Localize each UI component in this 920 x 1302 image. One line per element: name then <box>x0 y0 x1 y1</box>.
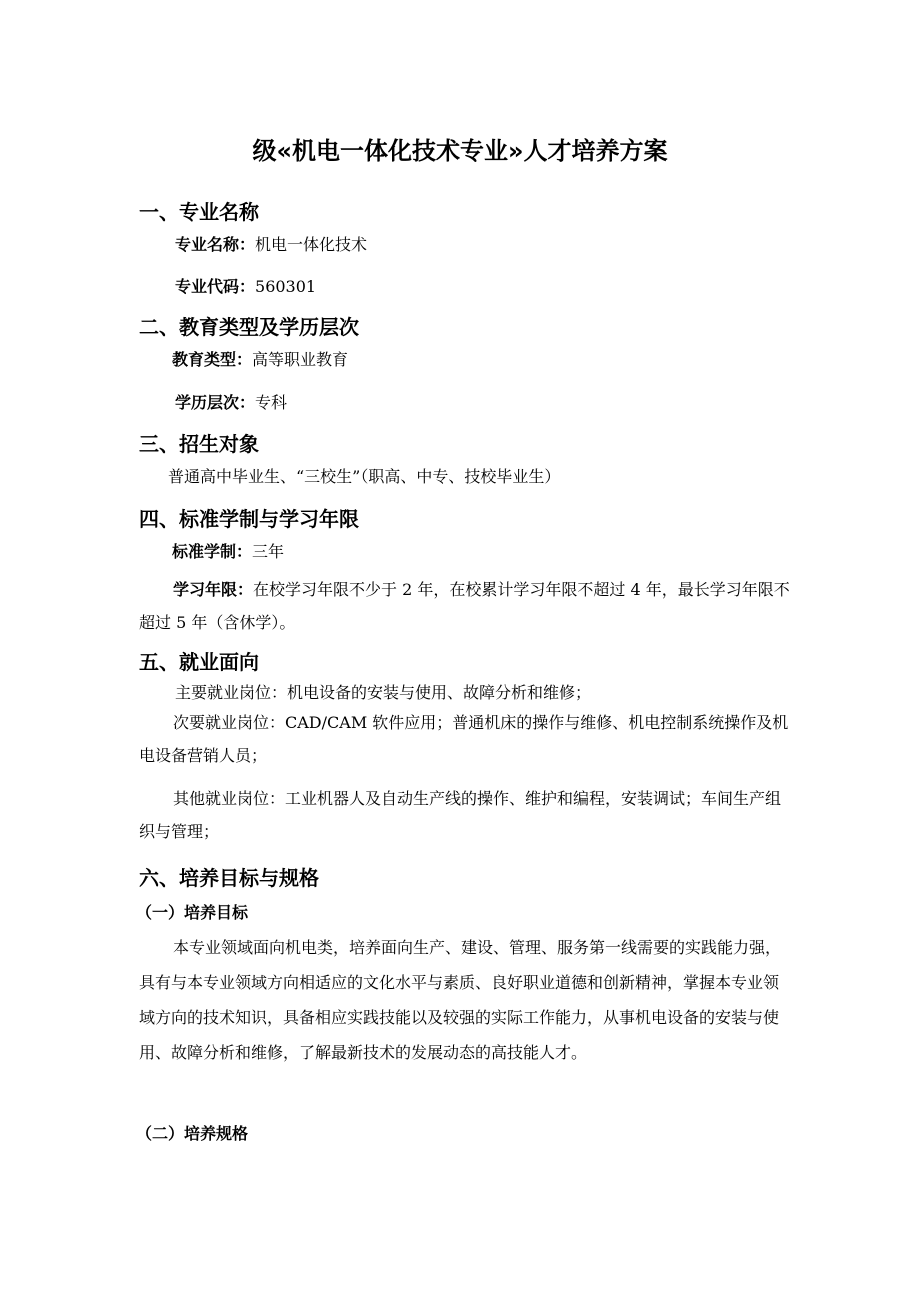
other-jobs-text: 其他就业岗位：工业机器人及自动生产线的操作、维护和编程，安装调试；车间生产组织与管理； <box>139 789 782 841</box>
education-level-label: 学历层次： <box>175 393 256 412</box>
subheading-training-goal: （一）培养目标 <box>136 903 249 922</box>
section-heading-education-type: 二、教育类型及学历层次 <box>139 315 359 339</box>
training-goal-text: 本专业领域面向机电类，培养面向生产、建设、管理、服务第一线需要的实践能力强，具有与本专业领域方向相适应的文化水平与素质、良好职业道德和创新精神，掌握本专业领域方向的技术知识，具备相应实践技能以及较强的实际工作能力，从事机电设备的安装与使用、故障分析和维修，了解最新技术的发展动态的高技能人才。 <box>139 938 782 1062</box>
standard-system-value: 三年 <box>252 542 285 561</box>
section-heading-enrollment: 三、招生对象 <box>139 432 259 456</box>
standard-system-line <box>172 539 284 562</box>
major-code-label: 专业代码： <box>175 277 256 296</box>
section-heading-employment: 五、就业面向 <box>139 650 259 674</box>
secondary-jobs-text: 次要就业岗位：CAD/CAM 软件应用；普通机床的操作与维修、机电控制系统操作及机电设备营销人员； <box>139 713 789 765</box>
main-jobs-text: 主要就业岗位：机电设备的安装与使用、故障分析和维修； <box>175 683 592 702</box>
education-type-label: 教育类型： <box>172 350 253 369</box>
education-level-value: 专科 <box>255 393 288 412</box>
education-type-line <box>172 347 348 370</box>
training-goal-paragraph <box>139 930 791 1070</box>
section-heading-major-name: 一、专业名称 <box>139 200 259 224</box>
major-code-line <box>175 274 316 297</box>
major-name-value: 机电一体化技术 <box>255 235 368 254</box>
major-name-line <box>175 232 367 255</box>
study-years-value: 在校学习年限不少于 2 年，在校累计学习年限不超过 4 年，最长学习年限不超过 5 年（含休学）。 <box>139 580 790 632</box>
education-type-value: 高等职业教育 <box>252 350 349 369</box>
secondary-jobs-paragraph <box>139 706 791 772</box>
subheading-training-spec: （二）培养规格 <box>136 1124 249 1143</box>
major-name-label: 专业名称： <box>175 235 256 254</box>
major-code-value: 560301 <box>255 277 317 296</box>
study-years-label: 学习年限： <box>173 580 254 599</box>
standard-system-label: 标准学制： <box>172 542 253 561</box>
study-years-paragraph <box>139 573 791 639</box>
document-title: 级«机电一体化技术专业»人才培养方案 <box>252 137 668 165</box>
education-level-line <box>175 390 287 413</box>
section-heading-training-goals: 六、培养目标与规格 <box>139 866 319 890</box>
section-heading-duration: 四、标准学制与学习年限 <box>139 507 359 531</box>
enrollment-text: 普通高中毕业生、“三校生”（职高、中专、技校毕业生） <box>168 467 561 486</box>
other-jobs-paragraph <box>139 782 791 848</box>
